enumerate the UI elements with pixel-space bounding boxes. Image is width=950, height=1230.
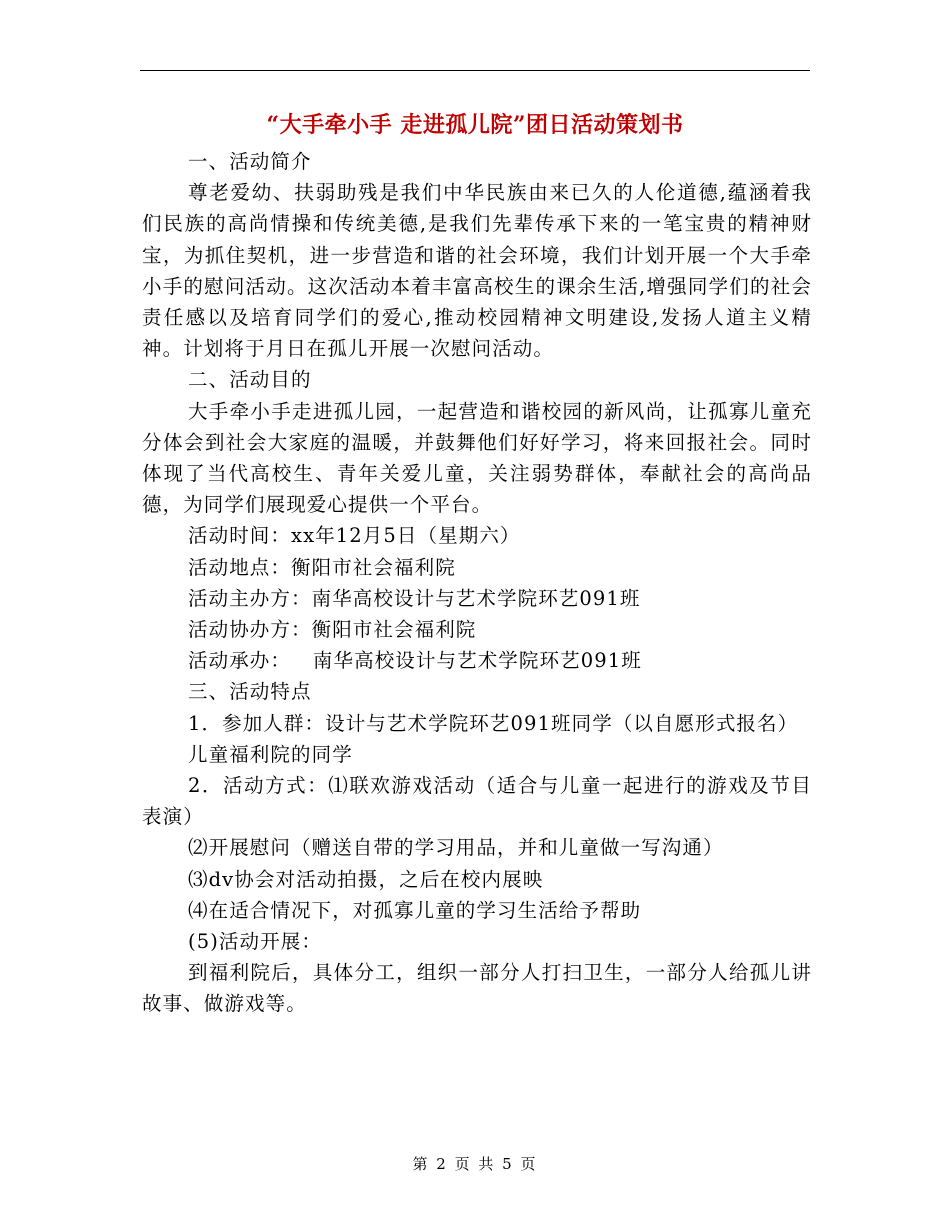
list-item-study-help: ⑷在适合情况下，对孤寡儿童的学习生活给予帮助 [188,898,642,922]
activity-co-organizer: 活动协办方：衡阳市社会福利院 [188,618,477,642]
document-body [142,146,812,1020]
list-item-activity-progress: (5)活动开展： [188,930,322,954]
activity-time: 活动时间：xx年12月5日（星期六） [188,524,521,548]
paragraph-purpose: 大手牵小手走进孤儿园，一起营造和谐校园的新风尚，让孤寡儿童充分体会到社会大家庭的温暖，并鼓舞他们好好学习，将来回报社会。同时体现了当代高校生、青年关爱儿童，关注弱势群体，奉献社会的高尚品德，为同学们展现爱心提供一个平台。 [142,399,812,517]
list-item-participants-children: 儿童福利院的同学 [188,742,353,766]
list-item-participants: 1．参加人群：设计与艺术学院环艺091班同学（以自愿形式报名） [188,711,799,735]
document-title: “大手牵小手 走进孤儿院”团日活动策划书 [266,112,684,138]
paragraph-intro: 尊老爱幼、扶弱助残是我们中华民族由来已久的人伦道德,蕴涵着我们民族的高尚情操和传统美德,是我们先辈传承下来的一笔宝贵的精神财宝，为抓住契机，进一步营造和谐的社会环境，我们计划开展一个大手牵小手的慰问活动。这次活动本着丰富高校生的课余生活,增强同学们的社会责任感以及培育同学们的爱心,推动校园精神文明建设,发扬人道主义精神。计划将于月日在孤儿开展一次慰问活动。 [142,181,812,361]
heading-activity-features: 三、活动特点 [188,680,312,704]
activity-undertaker: 活动承办： 南华高校设计与艺术学院环艺091班 [188,649,642,673]
page-number-footer: 第 2 页 共 5 页 [412,1155,538,1173]
list-item-dv-recording: ⑶dv协会对活动拍摄，之后在校内展映 [188,867,544,891]
list-item-activity-methods: 2．活动方式：⑴联欢游戏活动（适合与儿童一起进行的游戏及节目表演） [142,774,812,829]
header-rule [140,70,810,71]
activity-organizer: 活动主办方：南华高校设计与艺术学院环艺091班 [188,586,641,610]
paragraph-division-of-work: 到福利院后，具体分工，组织一部分人打扫卫生，一部分人给孤儿讲故事、做游戏等。 [142,961,812,1016]
list-item-visit: ⑵开展慰问（赠送自带的学习用品，并和儿童做一写沟通） [188,836,724,860]
heading-activity-intro: 一、活动简介 [188,150,312,173]
heading-activity-purpose: 二、活动目的 [188,368,312,392]
activity-location: 活动地点：衡阳市社会福利院 [188,555,456,579]
